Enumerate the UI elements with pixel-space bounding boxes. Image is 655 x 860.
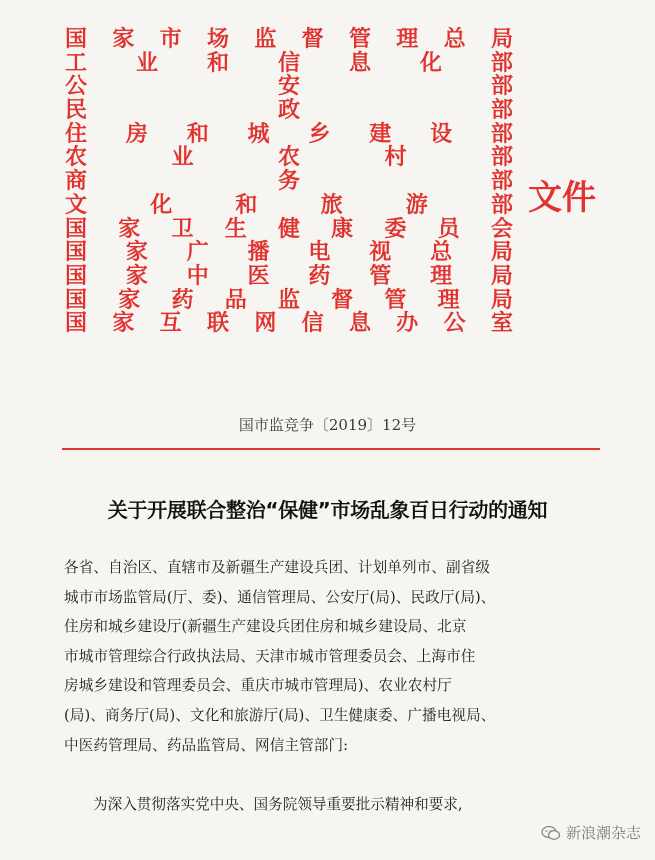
addressee-block [64, 553, 609, 760]
issuer-char: 化 [419, 50, 442, 76]
issuer-char: 和 [235, 192, 258, 218]
issuer-char: 村 [384, 145, 407, 171]
issuer-char: 家 [118, 216, 141, 242]
issuing-authorities [65, 28, 513, 336]
issuer-char: 委 [384, 216, 407, 242]
issuer-char: 部 [490, 98, 513, 124]
issuer-char: 部 [490, 145, 513, 171]
addressee-line: 市城市管理综合行政执法局、天津市城市管理委员会、上海市住 [64, 647, 476, 665]
issuer-char: 游 [405, 192, 428, 218]
issuer-char: 健 [277, 216, 300, 242]
issuer-char: 家 [125, 240, 148, 266]
addressee-line: 各省、自治区、直辖市及新疆生产建设兵团、计划单列市、副省级 [64, 559, 491, 576]
addressee-line: 房城乡建设和管理委员会、重庆市城市管理局)、农业农村厅 [64, 677, 452, 695]
issuer-char: 督 [301, 27, 324, 52]
issuer-char: 业 [171, 145, 194, 171]
first-paragraph: 为深入贯彻落实党中央、国务院领导重要批示精神和要求, [93, 796, 463, 813]
issuer-char: 康 [331, 216, 354, 242]
issuer-char: 家 [125, 263, 148, 289]
issuer-char: 文 [65, 192, 88, 218]
wechat-icon [541, 825, 561, 841]
document-title: 关于开展联合整治“保健”市场乱象百日行动的通知 [107, 498, 548, 522]
issuer-char: 广 [186, 240, 209, 266]
issuer-char: 化 [150, 192, 173, 218]
document-number: 国市监竞争〔2019〕12号 [238, 416, 417, 434]
issuer-char: 品 [224, 287, 247, 313]
issuer-char: 商 [65, 169, 88, 195]
issuer-char: 部 [490, 121, 513, 147]
watermark [541, 822, 641, 843]
issuer-row [65, 265, 513, 289]
issuer-row [65, 289, 513, 313]
issuer-row [65, 241, 513, 265]
issuer-char: 联 [206, 311, 229, 337]
issuer-row [65, 218, 513, 242]
issuer-char: 中 [186, 263, 209, 289]
issuer-char: 建 [369, 121, 392, 147]
issuer-char: 国 [65, 311, 88, 337]
issuer-char: 国 [65, 240, 88, 266]
issuer-char: 理 [437, 287, 460, 313]
issuer-char: 督 [331, 287, 354, 313]
issuer-char: 国 [65, 216, 88, 242]
issuer-char: 家 [112, 311, 135, 337]
issuer-char: 管 [348, 27, 371, 52]
issuer-row [65, 75, 513, 99]
issuer-char: 药 [308, 263, 331, 289]
issuer-char: 信 [277, 50, 300, 76]
issuer-char: 管 [369, 263, 392, 289]
issuer-char: 安 [277, 74, 300, 100]
issuer-char: 播 [247, 240, 270, 266]
issuer-char: 局 [490, 27, 513, 52]
issuer-char: 政 [277, 98, 300, 124]
issuer-row [65, 99, 513, 123]
issuer-char: 国 [65, 263, 88, 289]
issuer-char: 部 [490, 192, 513, 218]
issuer-char: 房 [125, 121, 148, 147]
issuer-char: 国 [65, 287, 88, 313]
issuer-row [65, 194, 513, 218]
issuer-row [65, 312, 513, 336]
issuer-char: 局 [490, 240, 513, 266]
issuer-char: 务 [277, 169, 300, 195]
issuer-char: 家 [118, 287, 141, 313]
issuer-char: 城 [247, 121, 270, 147]
issuer-char: 理 [430, 263, 453, 289]
issuer-char: 公 [65, 74, 88, 100]
issuer-char: 农 [65, 145, 88, 171]
issuer-char: 管 [384, 287, 407, 313]
issuer-char: 会 [490, 216, 513, 242]
issuer-char: 公 [443, 311, 466, 337]
issuer-char: 局 [490, 287, 513, 313]
addressee-line: 城市市场监管局(厅、委)、通信管理局、公安厅(局)、民政厅(局)、 [64, 588, 496, 606]
issuer-char: 和 [206, 50, 229, 76]
issuer-char: 息 [348, 50, 371, 76]
issuer-row [65, 123, 513, 147]
issuer-char: 和 [186, 121, 209, 147]
issuer-char: 农 [277, 145, 300, 171]
issuer-char: 药 [171, 287, 194, 313]
issuer-char: 国 [65, 27, 88, 52]
issuer-char: 息 [348, 311, 371, 337]
issuer-char: 理 [396, 27, 419, 52]
issuer-char: 电 [308, 240, 331, 266]
issuer-char: 旅 [320, 192, 343, 218]
issuer-char: 监 [254, 27, 277, 52]
issuer-char: 室 [490, 311, 513, 337]
issuer-row [65, 28, 513, 52]
addressee-line: (局)、商务厅(局)、文化和旅游厅(局)、卫生健康委、广播电视局、 [64, 706, 496, 724]
addressee-line: 中医药管理局、药品监管局、网信主管部门: [64, 736, 349, 754]
issuer-char: 业 [135, 50, 158, 76]
issuer-char: 局 [490, 263, 513, 289]
issuer-char: 部 [490, 50, 513, 76]
issuer-char: 总 [443, 27, 466, 52]
issuer-char: 总 [430, 240, 453, 266]
red-divider-line [62, 448, 600, 450]
addressee-line: 住房和城乡建设厅(新疆生产建设兵团住房和城乡建设局、北京 [64, 618, 467, 636]
issuer-char: 视 [369, 240, 392, 266]
issuer-char: 部 [490, 74, 513, 100]
issuer-char: 民 [65, 98, 88, 124]
document-word: 文件 [528, 178, 596, 218]
issuer-char: 住 [65, 121, 88, 147]
issuer-char: 员 [437, 216, 460, 242]
issuer-char: 监 [277, 287, 300, 313]
issuer-char: 信 [301, 311, 324, 337]
issuer-char: 互 [159, 311, 182, 337]
issuer-row [65, 146, 513, 170]
issuer-char: 乡 [308, 121, 331, 147]
issuer-char: 部 [490, 169, 513, 195]
issuer-char: 工 [65, 50, 88, 76]
watermark-text: 新浪潮杂志 [565, 824, 641, 842]
issuer-char: 卫 [171, 216, 194, 242]
issuer-char: 市 [159, 27, 182, 52]
issuer-row [65, 52, 513, 76]
issuer-char: 网 [254, 311, 277, 337]
issuer-char: 场 [206, 27, 229, 52]
issuer-char: 医 [247, 263, 270, 289]
issuer-char: 家 [112, 27, 135, 52]
issuer-row [65, 170, 513, 194]
issuer-char: 办 [396, 311, 419, 337]
issuer-char: 设 [430, 121, 453, 147]
issuer-char: 生 [224, 216, 247, 242]
